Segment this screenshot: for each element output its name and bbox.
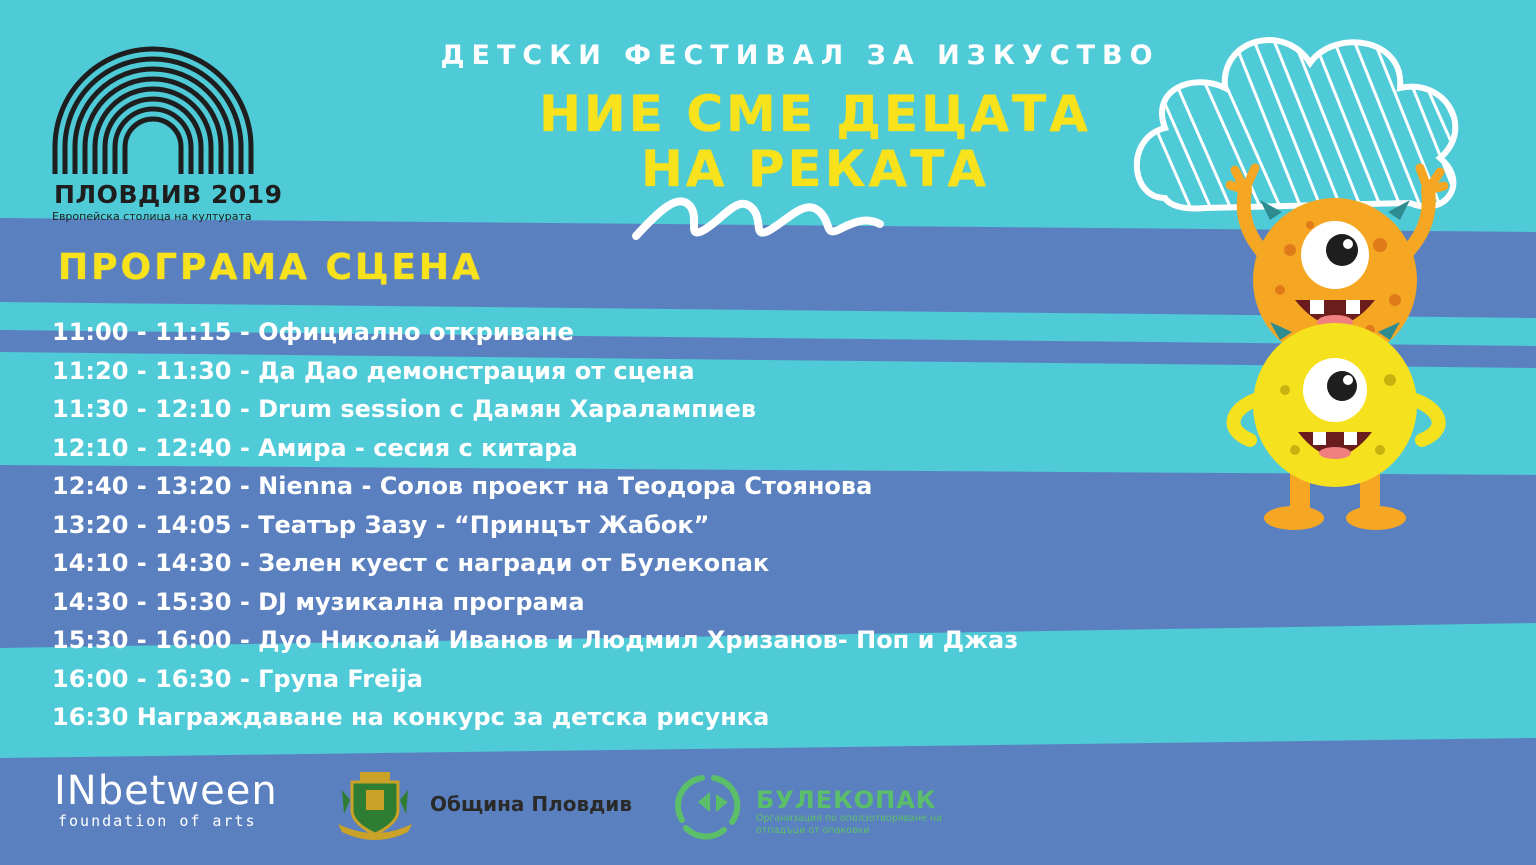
title-line-2: НА РЕКАТА [640,140,990,198]
schedule-item: 13:20 - 14:05 - Театър Зазу - “Принцът Жабок” [52,510,710,539]
schedule-list [52,313,1018,737]
bulekopak-logo-subtitle: Организация по оползотворяване на отпадъци от опаковки [756,813,942,836]
schedule-item: 15:30 - 16:00 - Дуо Николай Иванов и Людмил Хризанов- Поп и Джаз [52,626,1019,654]
obshtina-plovdiv-label: Община Пловдив [430,792,632,816]
bulekopak-logo-name: БУЛЕКОПАК [756,786,937,814]
festival-subtitle: ДЕТСКИ ФЕСТИВАЛ ЗА ИЗКУСТВО [440,40,1160,71]
program-heading: ПРОГРАМА СЦЕНА [58,247,483,288]
logo-subtitle: Европейска столица на културата [52,210,252,223]
schedule-item: 11:20 - 11:30 - Да Дао демонстрация от сцена [52,356,695,385]
schedule-item: 12:10 - 12:40 - Амира - сесия с китара [52,433,578,462]
schedule-item: 11:00 - 11:15 - Официално откриване [52,318,574,346]
schedule-item: 14:30 - 15:30 - DJ музикална програма [52,587,585,616]
coat-of-arms-icon [336,770,414,840]
schedule-item: 12:40 - 13:20 - Nienna - Солов проект на Теодора Стоянова [52,472,873,500]
monster-stack-illustration [1210,150,1460,540]
logo-title: ПЛОВДИВ 2019 [54,180,283,209]
schedule-item: 16:00 - 16:30 - Група Freija [52,664,424,693]
schedule-item: 14:10 - 14:30 - Зелен куест с награди от Булекопак [52,549,770,577]
plovdiv-arches-logo-icon [50,44,256,176]
squiggle-icon [628,184,888,248]
title-line-1: НИЕ СМЕ ДЕЦАТА [539,85,1091,143]
inbetween-logo-subtitle: foundation of arts [58,812,257,830]
inbetween-logo-name: INbetween [54,768,278,814]
recycle-icon [672,770,752,840]
schedule-item: 11:30 - 12:10 - Drum session с Дамян Харалампиев [52,395,757,423]
schedule-item: 16:30 Награждаване на конкурс за детска рисунка [52,703,770,731]
